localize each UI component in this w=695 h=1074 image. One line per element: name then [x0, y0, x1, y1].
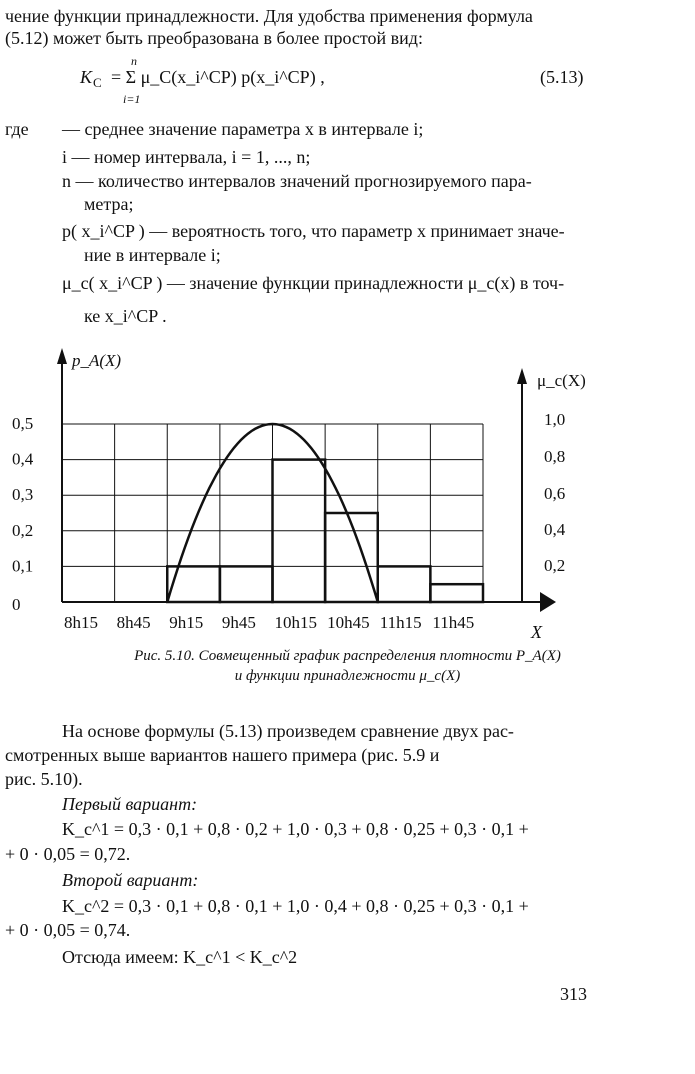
variant-2-line-2: + 0 · 0,05 = 0,74.	[5, 920, 131, 940]
definition-3b: метра;	[84, 194, 134, 214]
variant-2-line-1: K_c^2 = 0,3 · 0,1 + 0,8 · 0,1 + 1,0 · 0,4 + 0,8 · 0,25 + 0,3 · 0,1 +	[62, 896, 529, 916]
density-bar	[220, 566, 273, 602]
right-axis-title: μ_c(X)	[537, 371, 586, 390]
definition-3a: n — количество интервалов значений прогнозируемого пара-	[62, 171, 532, 191]
right-tick-label: 0,4	[544, 520, 566, 539]
left-tick-label: 0,4	[12, 449, 34, 469]
formula-body: = Σ μ_C(x_i^CP) p(x_i^CP) ,	[111, 67, 325, 87]
density-bar	[430, 584, 483, 602]
definition-4a: p( x_i^CP ) — вероятность того, что параметр x принимает значе-	[62, 221, 565, 241]
formula-k-sub: С	[93, 75, 102, 90]
right-tick-label: 1,0	[544, 410, 566, 429]
left-tick-label: 0,1	[12, 556, 34, 576]
chart-axes	[57, 348, 556, 612]
paragraph-line-1: На основе формулы (5.13) произведем сравнение двух рас-	[62, 721, 514, 741]
figure-caption-line-1: Рис. 5.10. Совмещенный график распределения плотности P_A(X)	[134, 648, 561, 664]
right-tick-label: 0,2	[544, 556, 566, 575]
formula-sum-top: n	[131, 54, 137, 68]
left-tick-label: 0,3	[12, 485, 34, 505]
variant-1-heading: Первый вариант:	[62, 794, 198, 814]
x-axis-title: X	[531, 622, 542, 640]
page-number: 313	[560, 984, 587, 1004]
density-bar	[378, 566, 431, 602]
figure-caption-line-2: и функции принадлежности μ_c(X)	[234, 668, 461, 684]
x-tick-label: 8h15	[64, 613, 98, 632]
variant-2-heading: Второй вариант:	[62, 870, 199, 890]
definition-2: i — номер интервала, i = 1, ..., n;	[62, 147, 311, 167]
variant-1-line-2: + 0 · 0,05 = 0,72.	[5, 844, 131, 864]
x-tick-label: 11h15	[379, 613, 422, 632]
definition-4b: ние в интервале i;	[84, 245, 221, 265]
left-axis-arrow-icon	[57, 348, 67, 364]
definition-5a: μ_c( x_i^CP ) — значение функции принадлежности μ_c(x) в точ-	[62, 273, 565, 293]
formula-sum-bottom: i=1	[123, 92, 141, 106]
paragraph-line-2: смотренных выше вариантов нашего примера (рис. 5.9 и	[5, 745, 440, 765]
paragraph-line-3: рис. 5.10).	[5, 769, 83, 789]
where-label: где	[5, 119, 29, 139]
formula-k: K	[80, 67, 93, 87]
x-axis-arrow-icon	[540, 592, 556, 612]
definition-5b: ке x_i^CP .	[84, 306, 167, 326]
conclusion-line: Отсюда имеем: K_c^1 < K_c^2	[62, 947, 298, 967]
variant-1-line-1: K_c^1 = 0,3 · 0,1 + 0,8 · 0,2 + 1,0 · 0,3 + 0,8 · 0,25 + 0,3 · 0,1 +	[62, 819, 529, 839]
x-tick-label: 10h15	[274, 613, 317, 632]
left-tick-label: 0,5	[12, 414, 34, 433]
x-tick-label: 9h45	[221, 613, 256, 632]
right-tick-label: 0,6	[544, 484, 566, 503]
formula-number: (5.13)	[540, 67, 584, 87]
left-tick-label: 0	[12, 595, 21, 614]
x-tick-label: 11h45	[432, 613, 475, 632]
right-tick-label: 0,8	[544, 447, 566, 466]
density-bar	[167, 566, 220, 602]
left-tick-label: 0,2	[12, 520, 34, 540]
x-tick-label: 8h45	[116, 613, 151, 632]
text-line-2: (5.12) может быть преобразована в более простой вид:	[5, 28, 423, 48]
left-axis-title: p_A(X)	[72, 351, 122, 370]
text-line-1: чение функции принадлежности. Для удобства применения формула	[5, 6, 533, 26]
right-axis-arrow-icon	[517, 368, 527, 384]
combined-density-membership-chart	[0, 340, 695, 640]
definition-1: — среднее значение параметра x в интервале i;	[62, 119, 424, 139]
x-tick-label: 10h45	[327, 613, 370, 632]
x-tick-label: 9h15	[169, 613, 204, 632]
